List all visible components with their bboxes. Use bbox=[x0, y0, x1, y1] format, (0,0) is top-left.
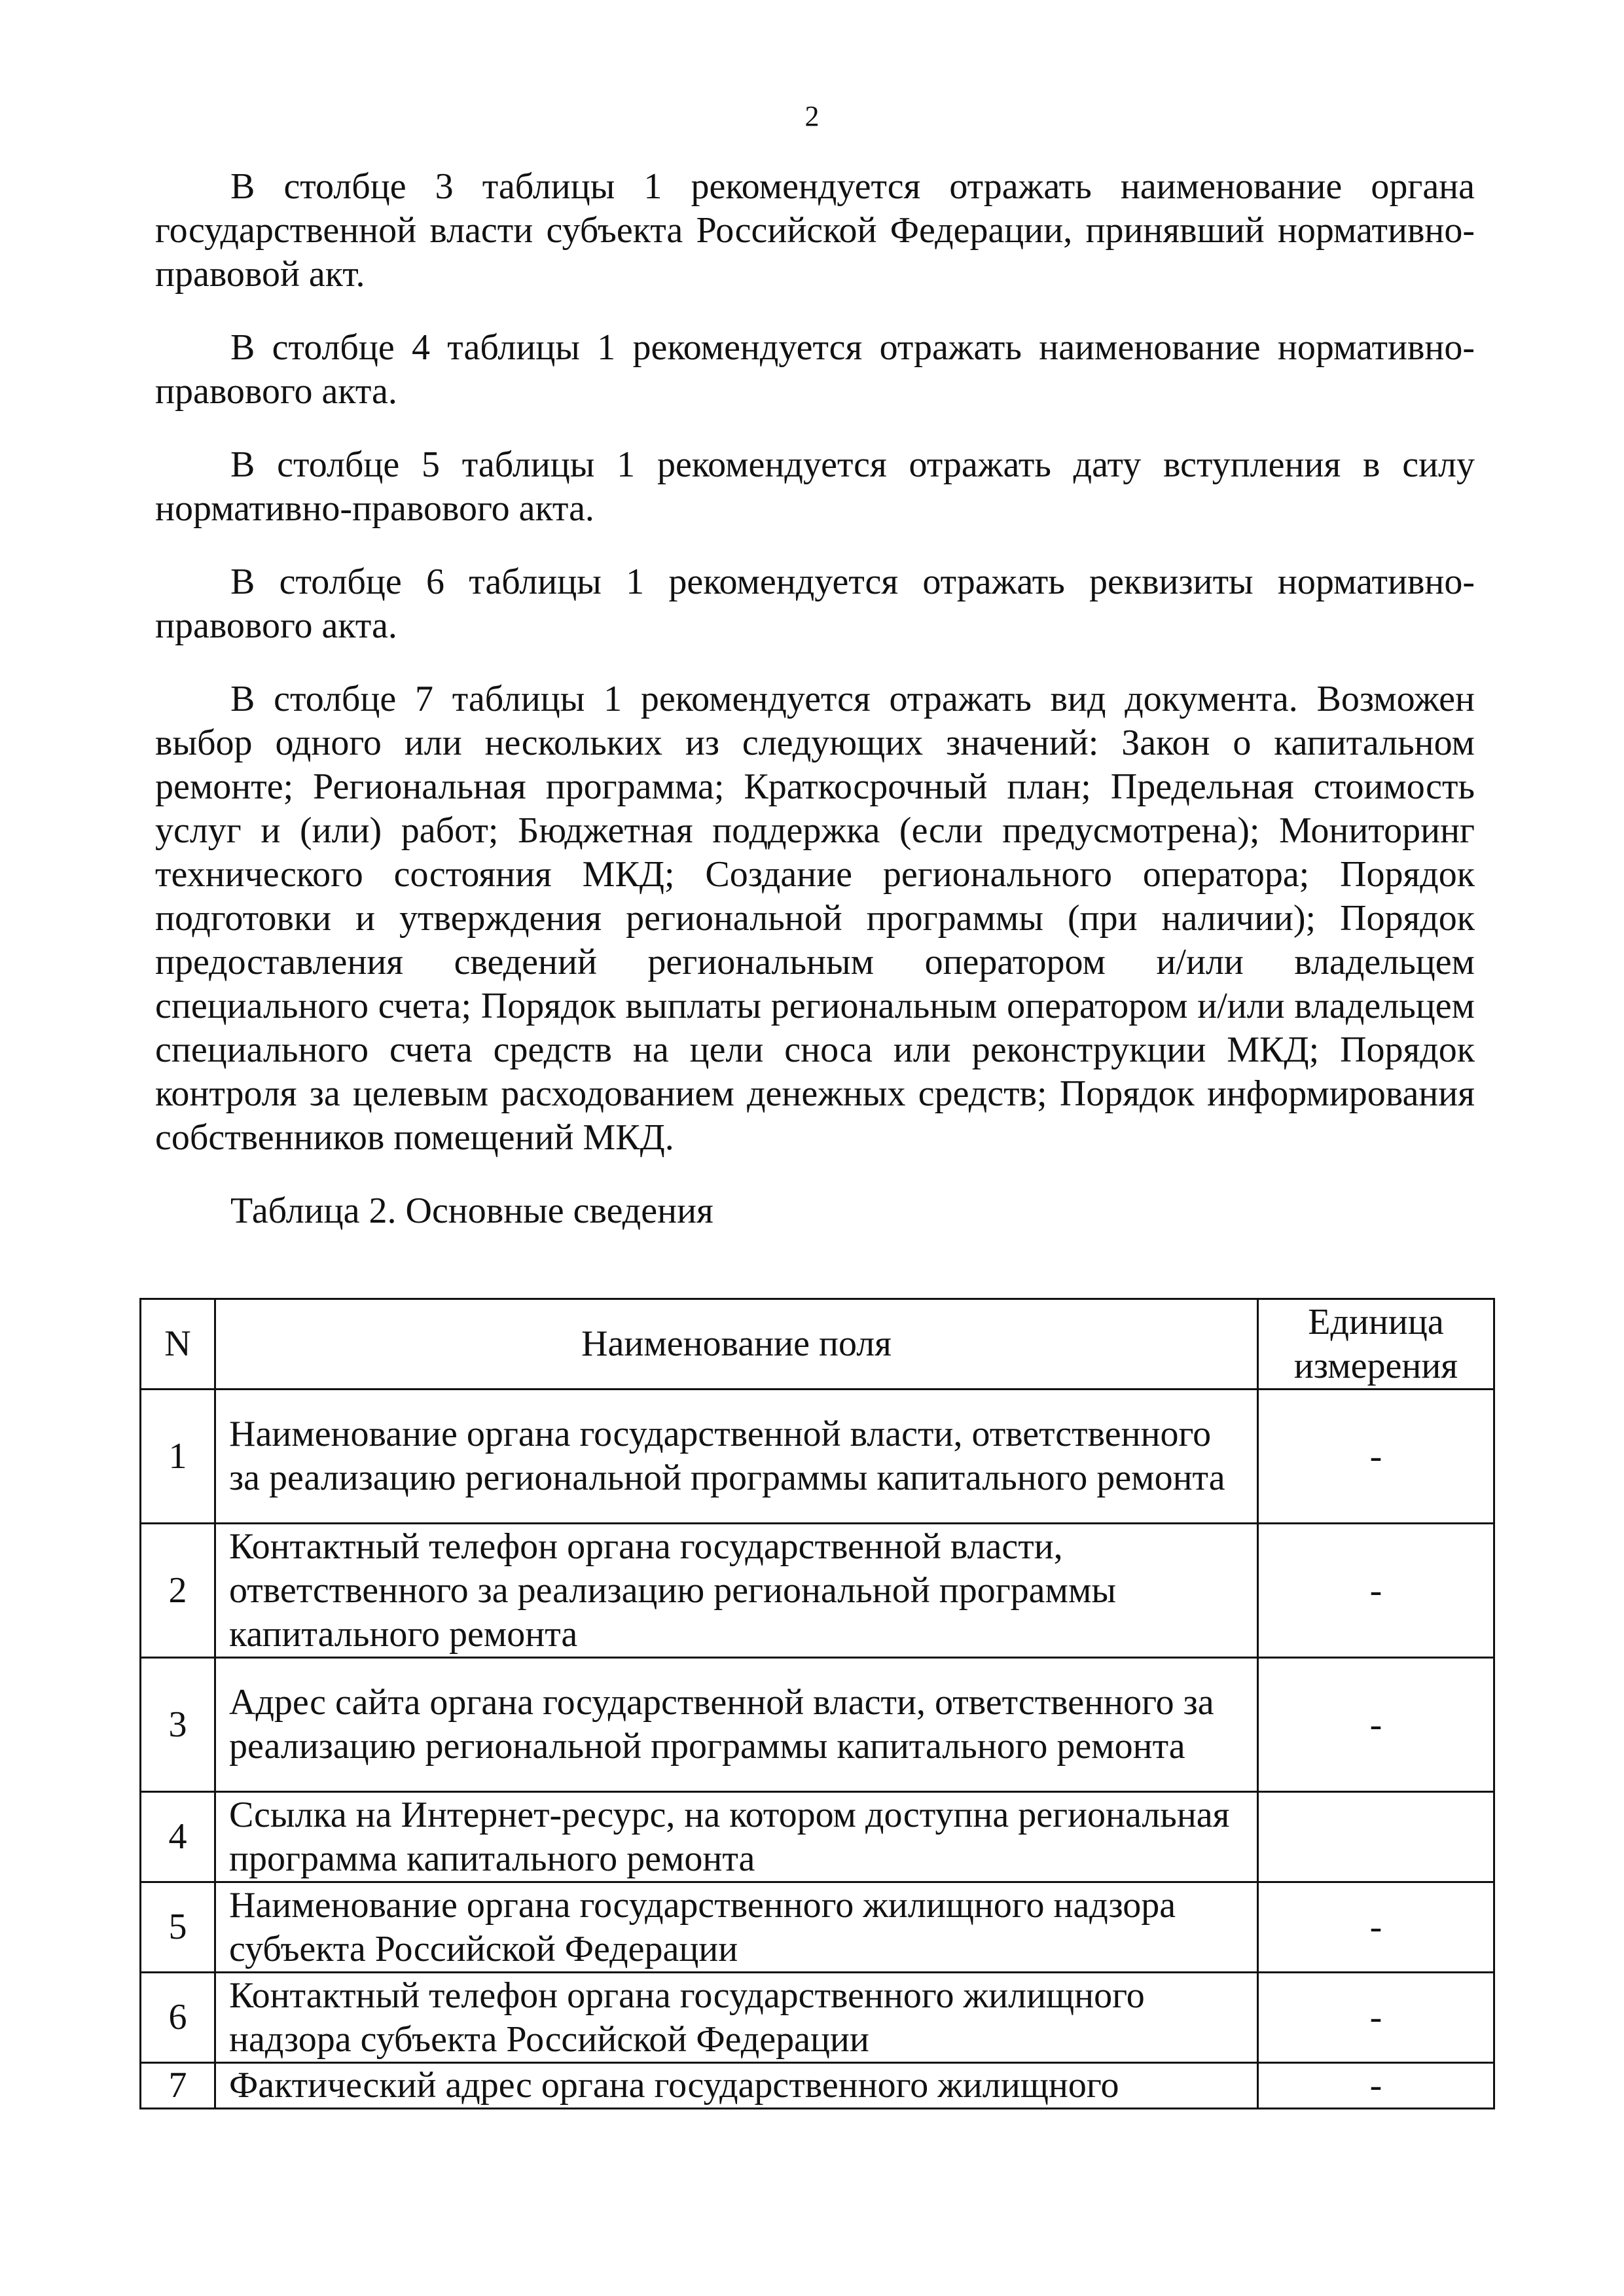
row-field-name: Наименование органа государственного жилищного надзора субъекта Российской Федерации bbox=[215, 1882, 1258, 1973]
paragraph-column-6: В столбце 6 таблицы 1 рекомендуется отражать реквизиты нормативно-правового акта. bbox=[155, 562, 1475, 646]
table-row bbox=[141, 1658, 1494, 1792]
paragraph-column-3: В столбце 3 таблицы 1 рекомендуется отражать наименование органа государственной власти субъекта Российской Федерации, принявший нормативно-правовой акт. bbox=[155, 166, 1475, 295]
basic-info-table bbox=[139, 1298, 1495, 2109]
row-field-name: Адрес сайта органа государственной власти, ответственного за реализацию региональной программы капитального ремонта bbox=[215, 1658, 1258, 1792]
row-unit: - bbox=[1258, 1524, 1494, 1658]
table-row bbox=[141, 1973, 1494, 2063]
table-row bbox=[141, 1524, 1494, 1658]
row-num: 3 bbox=[141, 1658, 215, 1792]
row-field-name: Контактный телефон органа государственной власти, ответственного за реализацию региональной программы капитального ремонта bbox=[215, 1524, 1258, 1658]
row-unit: - bbox=[1258, 1658, 1494, 1792]
row-unit: - bbox=[1258, 1882, 1494, 1973]
paragraph-column-7: В столбце 7 таблицы 1 рекомендуется отражать вид документа. Возможен выбор одного или нескольких из следующих значений: Закон о капитальном ремонте; Региональная программа; Краткосрочный план; Предельная стоимость услуг и (или) работ; Бюджетная поддержка (если предусмотрена); Мониторинг технического состояния МКД; Создание регионального оператора; Порядок подготовки и утверждения региональной программы (при наличии); Порядок предоставления сведений региональным оператором и/или владельцем специального счета; Порядок выплаты региональным оператором и/или владельцем специального счета средств на цели сноса или реконструкции МКД; Порядок контроля за целевым расходованием денежных средств; Порядок информирования собственников помещений МКД. bbox=[155, 679, 1475, 1158]
row-num: 7 bbox=[141, 2063, 215, 2109]
header-num: N bbox=[141, 1299, 215, 1390]
table-header-row bbox=[141, 1299, 1494, 1390]
paragraph-column-4: В столбце 4 таблицы 1 рекомендуется отражать наименование нормативно-правового акта. bbox=[155, 327, 1475, 412]
body-text bbox=[155, 165, 1475, 1233]
row-unit bbox=[1258, 1792, 1494, 1882]
table-row bbox=[141, 1792, 1494, 1882]
row-unit: - bbox=[1258, 1390, 1494, 1524]
table-row bbox=[141, 1390, 1494, 1524]
row-num: 1 bbox=[141, 1390, 215, 1524]
header-field-name: Наименование поля bbox=[215, 1299, 1258, 1390]
row-unit: - bbox=[1258, 2063, 1494, 2109]
page-number: 2 bbox=[804, 100, 820, 132]
row-field-name: Ссылка на Интернет-ресурс, на котором доступна региональная программа капитального ремонта bbox=[215, 1792, 1258, 1882]
table-row bbox=[141, 1882, 1494, 1973]
row-field-name: Наименование органа государственной власти, ответственного за реализацию региональной программы капитального ремонта bbox=[215, 1390, 1258, 1524]
row-num: 4 bbox=[141, 1792, 215, 1882]
row-field-name: Контактный телефон органа государственного жилищного надзора субъекта Российской Федерации bbox=[215, 1973, 1258, 2063]
table-caption: Таблица 2. Основные сведения bbox=[230, 1191, 713, 1231]
row-num: 2 bbox=[141, 1524, 215, 1658]
row-field-name: Фактический адрес органа государственного жилищного bbox=[215, 2063, 1258, 2109]
table-row bbox=[141, 2063, 1494, 2109]
row-num: 6 bbox=[141, 1973, 215, 2063]
row-num: 5 bbox=[141, 1882, 215, 1973]
row-unit: - bbox=[1258, 1973, 1494, 2063]
paragraph-column-5: В столбце 5 таблицы 1 рекомендуется отражать дату вступления в силу нормативно-правового акта. bbox=[155, 444, 1475, 529]
header-unit: Единица измерения bbox=[1258, 1299, 1494, 1390]
